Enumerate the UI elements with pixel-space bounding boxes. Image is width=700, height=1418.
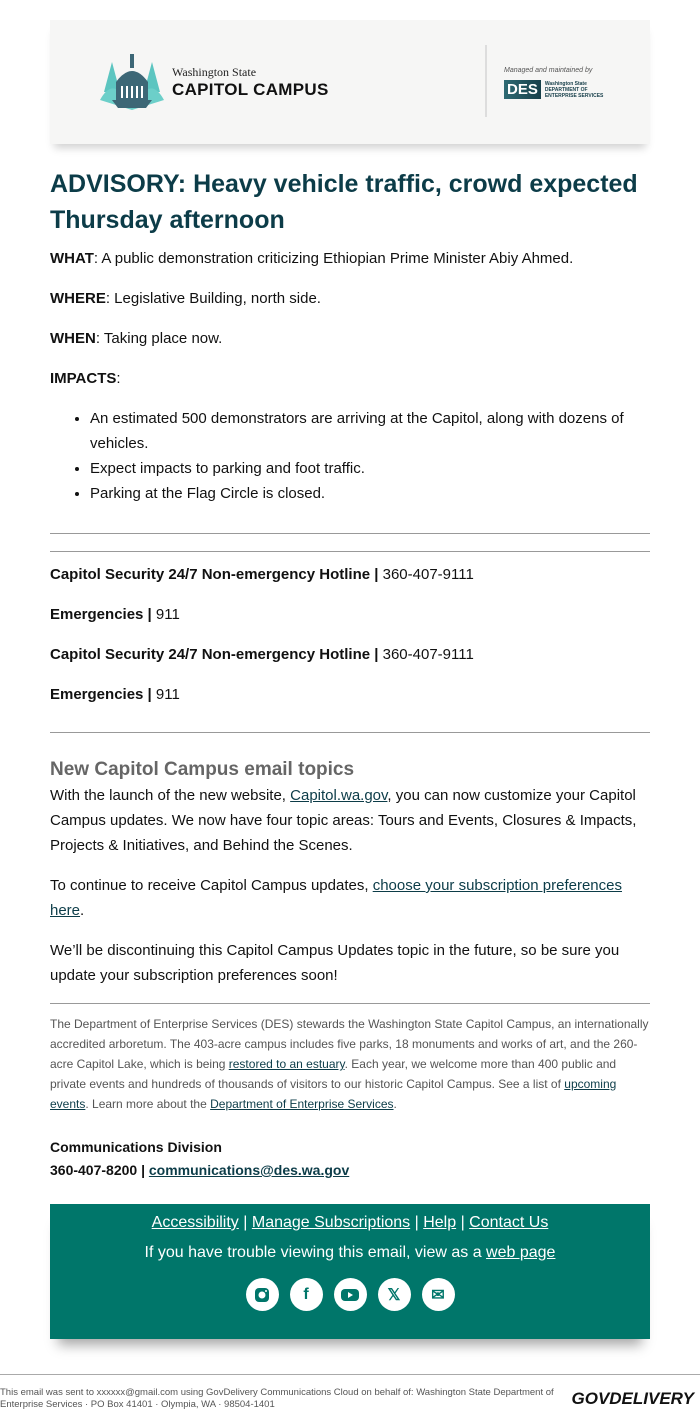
x-icon[interactable]: 𝕏 [378, 1278, 411, 1311]
capitol-dome-icon [100, 52, 164, 112]
email-header [50, 20, 650, 144]
divider [50, 1003, 650, 1004]
header-divider [485, 45, 487, 117]
facebook-icon[interactable]: f [290, 1278, 323, 1311]
what-line: WHAT: A public demonstration criticizing Ethiopian Prime Minister Abiy Ahmed. [50, 250, 574, 267]
list-item: • Expect impacts to parking and foot traffic. [90, 456, 650, 481]
des-link[interactable]: Department of Enterprise Services [210, 1097, 394, 1111]
list-item: • An estimated 500 demonstrators are arriving at the Capitol, along with dozens of vehicles. [90, 406, 650, 456]
impacts-list [50, 406, 650, 506]
email-subscribe-icon[interactable]: ✉ [422, 1278, 455, 1311]
divider [50, 551, 650, 552]
des-logo[interactable]: Managed and maintained by DES Washington State DEPARTMENT OF ENTERPRISE SERVICES [504, 67, 604, 99]
web-page-link[interactable]: web page [486, 1244, 556, 1261]
govdelivery-footer: This email was sent to xxxxxx@gmail.com using GovDelivery Communications Cloud on behalf of: Washington State Department of Enterprise Services · PO Box 41401 · Olympia, WA · 98504-1401 GOVDELIVERY [0, 1374, 700, 1417]
govdelivery-logo: GOVDELIVERY [571, 1389, 694, 1408]
contact-us-link[interactable]: Contact Us [469, 1214, 549, 1231]
contact-line: Emergencies | 911 [50, 606, 180, 623]
contact-line: Emergencies | 911 [50, 686, 180, 703]
accessibility-link[interactable]: Accessibility [151, 1214, 239, 1231]
help-link[interactable]: Help [423, 1214, 457, 1231]
contact-line: Capitol Security 24/7 Non-emergency Hotline | 360-407-9111 [50, 566, 474, 583]
upcoming-events-link[interactable]: upcoming events [50, 1077, 617, 1111]
about-des: The Department of Enterprise Services (DES) stewards the Washington State Capitol Campus, an internationally accredited arboretum. The 403-acre campus includes five parks, 18 monuments and works of art, and the 260-acre Capitol Lake, which is being restored to an estuary. Each year, we welcome more than 400 public and private events and hundreds of thousands of visitors to our historic Capitol Campus. See a list of upcoming events. Learn more about the Department of Enterprise Services. [50, 1017, 649, 1111]
communications-division: Communications Division 360-407-8200 | communications@des.wa.gov [50, 1139, 350, 1178]
advisory-title: ADVISORY: Heavy vehicle traffic, crowd expected Thursday afternoon [50, 170, 638, 234]
topics-heading: New Capitol Campus email topics [50, 759, 355, 780]
list-item: • Parking at the Flag Circle is closed. [90, 481, 650, 506]
capitol-campus-logo[interactable]: Washington State CAPITOL CAMPUS [100, 52, 329, 112]
footer: Accessibility | Manage Subscriptions | Help | Contact Us If you have trouble viewing this email, view as a web page f 𝕏 ✉ [50, 1204, 650, 1339]
contact-line: Capitol Security 24/7 Non-emergency Hotline | 360-407-9111 [50, 646, 474, 663]
manage-subscriptions-link[interactable]: Manage Subscriptions [251, 1214, 411, 1231]
impacts-label: IMPACTS: [50, 370, 121, 387]
estuary-link[interactable]: restored to an estuary [228, 1057, 345, 1071]
divider [50, 732, 650, 733]
where-line: WHERE: Legislative Building, north side. [50, 290, 321, 307]
subscription-preferences-link[interactable]: choose your subscription preferences here [50, 877, 622, 919]
capitol-website-link[interactable]: Capitol.wa.gov [290, 787, 388, 804]
email-link[interactable]: communications@des.wa.gov [148, 1162, 350, 1178]
instagram-icon[interactable] [246, 1278, 279, 1311]
youtube-icon[interactable] [334, 1278, 367, 1311]
when-line: WHEN: Taking place now. [50, 330, 223, 347]
divider [50, 533, 650, 534]
